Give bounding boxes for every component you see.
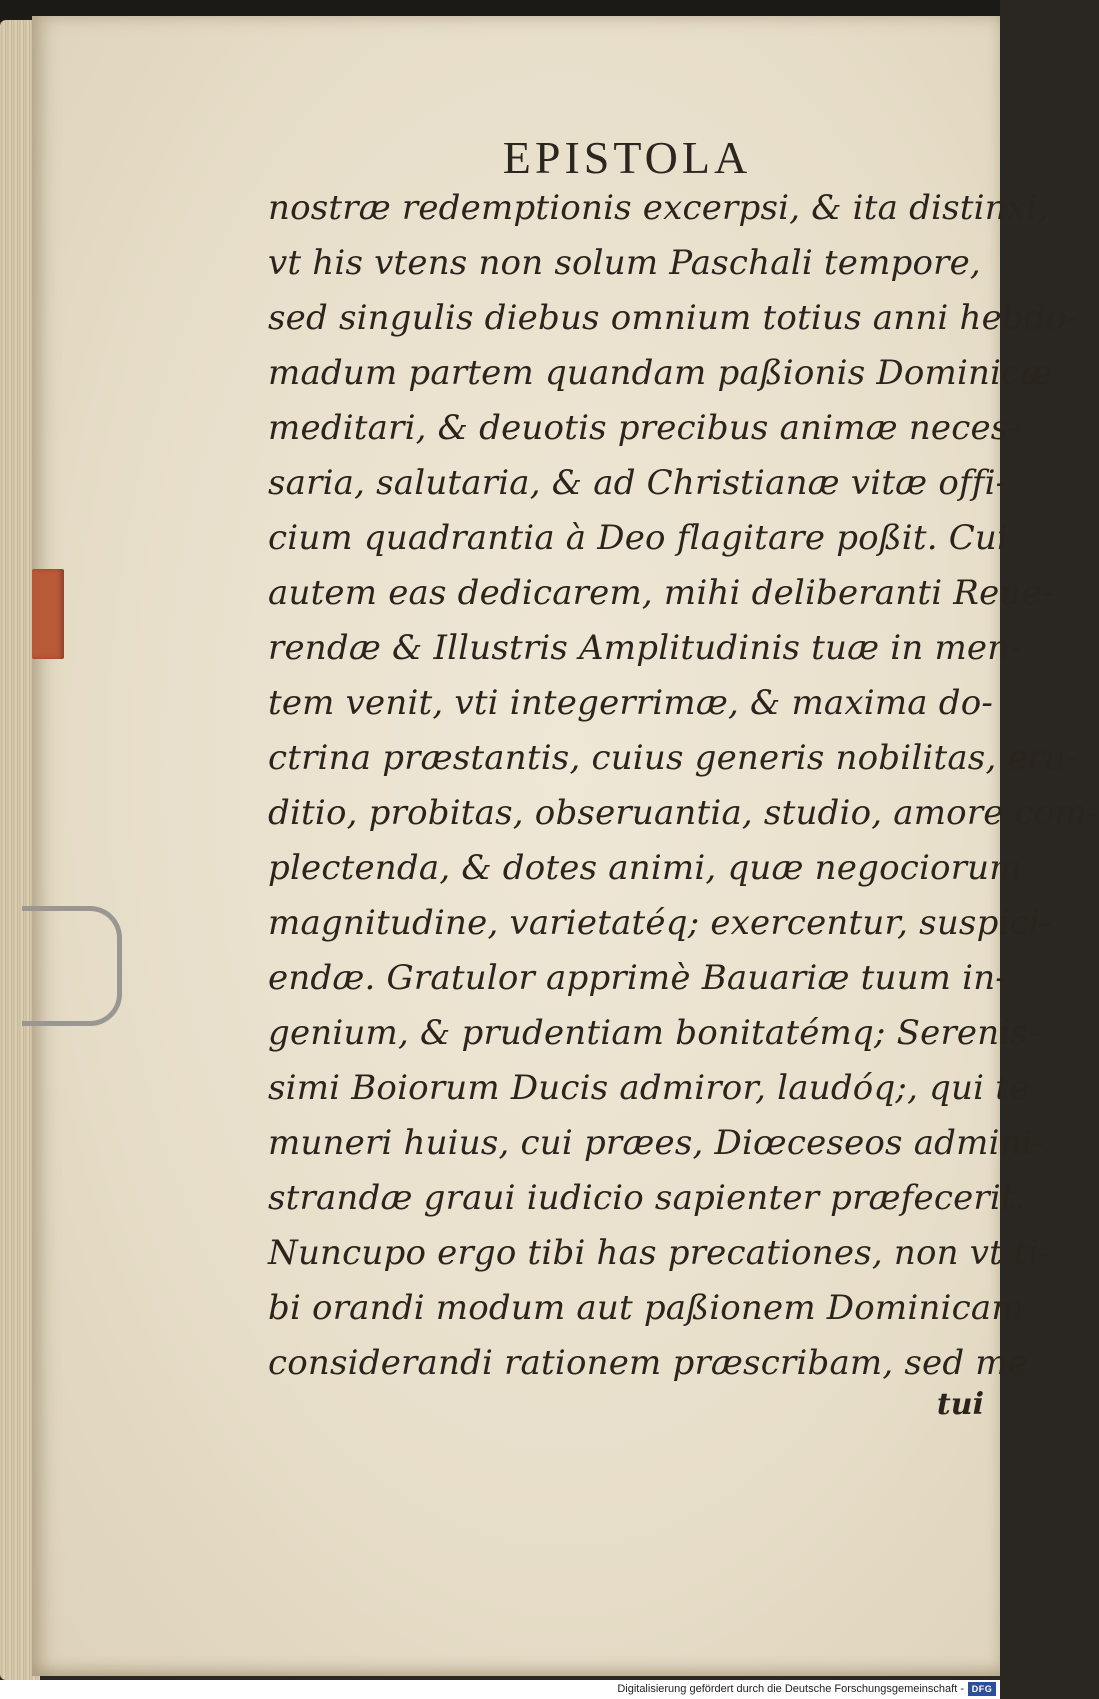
page-clip <box>22 906 122 1026</box>
text-line: ctrina præstantis, cuius generis nobilitas, eru- <box>268 738 1079 778</box>
text-line: cium quadrantia à Deo flagitare poßit. Cui <box>268 518 1009 558</box>
text-line: madum partem quandam paßionis Dominicæ <box>268 353 1053 393</box>
text-line: sed singulis diebus omnium totius anni hebdo- <box>268 298 1079 338</box>
text-line: rendæ & Illustris Amplitudinis tuæ in men- <box>268 628 1022 668</box>
text-line: saria, salutaria, & ad Christianæ vitæ offi- <box>268 463 1008 503</box>
text-line: simi Boiorum Ducis admiror, laudóq;, qui te <box>268 1068 1030 1108</box>
text-line: ditio, probitas, obseruantia, studio, amore com- <box>268 793 1099 833</box>
text-line: strandæ graui iudicio sapienter præfecerit. <box>268 1178 1026 1218</box>
text-line: considerandi rationem præscribam, sed me <box>268 1343 1029 1383</box>
book-page <box>32 16 1099 1676</box>
text-line: magnitudine, varietatéq; exercentur, suspici- <box>268 903 1052 943</box>
bookmark-tab <box>32 569 64 659</box>
text-line: muneri huius, cui præes, Diœceseos admini- <box>268 1123 1045 1163</box>
text-line: genium, & prudentiam bonitatémq; Serenis- <box>268 1013 1040 1053</box>
running-header: EPISTOLA <box>502 132 752 183</box>
dfg-logo: DFG <box>968 1682 996 1696</box>
text-line: plectenda, & dotes animi, quæ negociorum <box>268 848 1022 888</box>
text-line: bi orandi modum aut paßionem Dominicam <box>268 1288 1024 1328</box>
text-line: Nuncupo ergo tibi has precationes, non vt ti- <box>268 1233 1051 1273</box>
text-line: vt his vtens non solum Paschali tempore, <box>268 243 981 283</box>
text-line: meditari, & deuotis precibus animæ neces- <box>268 408 1021 448</box>
text-line: autem eas dedicarem, mihi deliberanti Reue- <box>268 573 1054 613</box>
digitization-credit: Digitalisierung gefördert durch die Deutsche Forschungsgemeinschaft - <box>617 1683 964 1695</box>
text-line: nostræ redemptionis excerpsi, & ita distinxi, <box>268 188 1049 228</box>
text-line: tem venit, vti integerrimæ, & maxima do- <box>268 683 994 723</box>
text-line: endæ. Gratulor apprimè Bauariæ tuum in- <box>268 958 1007 998</box>
catchword: tui <box>936 1387 984 1422</box>
